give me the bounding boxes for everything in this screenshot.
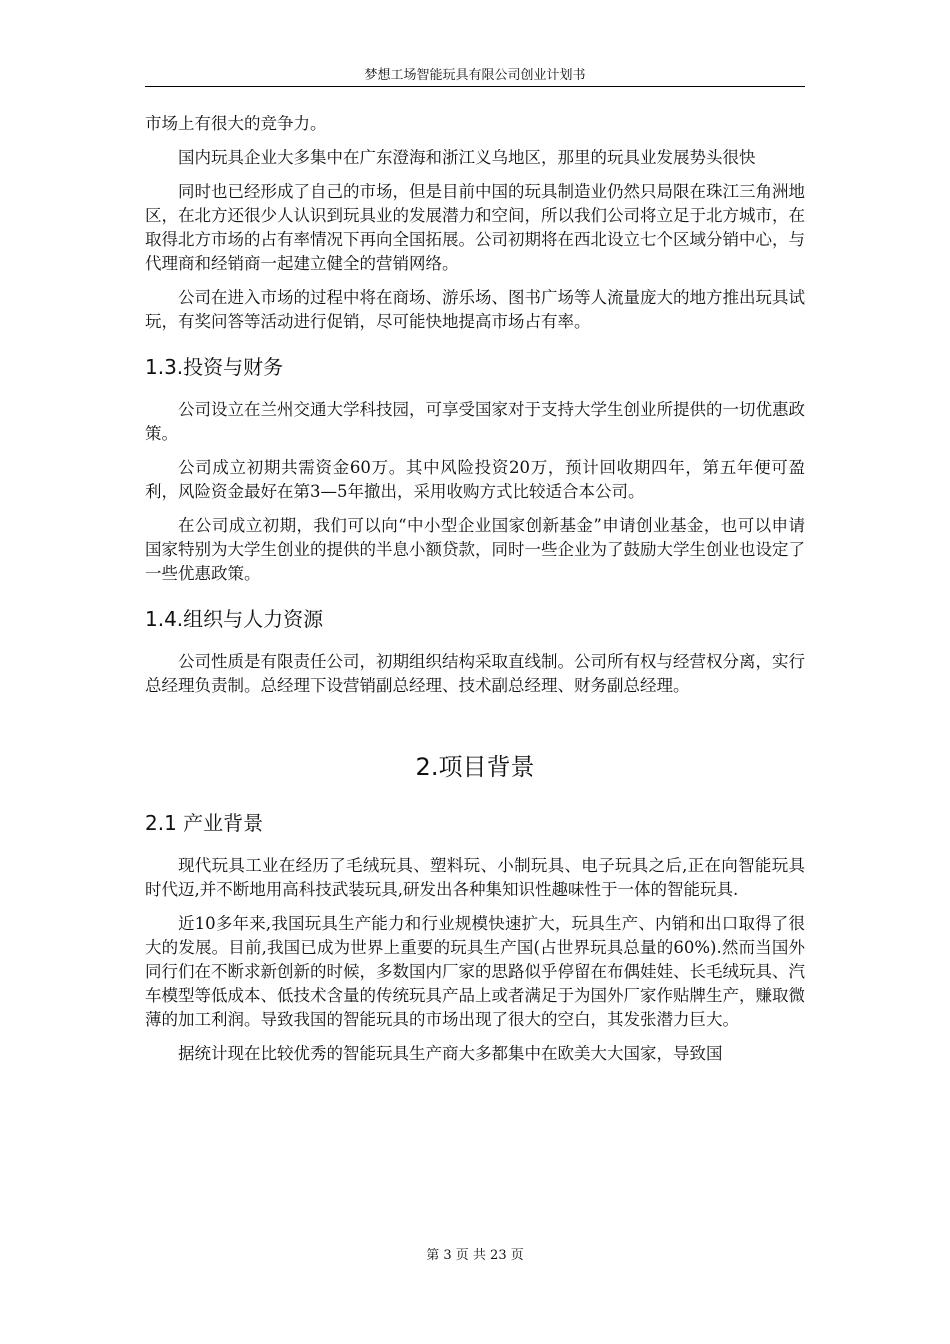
paragraph: 市场上有很大的竞争力。 [145,114,327,133]
paragraph: 公司成立初期共需资金60万。其中风险投资20万，预计回收期四年，第五年便可盈利，风险资金最好在第3—5年撤出，采用收购方式比较适合本公司。 [145,458,805,501]
page-header: 梦想工场智能玩具有限公司创业计划书 [364,68,586,83]
paragraph: 公司在进入市场的过程中将在商场、游乐场、图书广场等人流量庞大的地方推出玩具试玩，有奖问答等活动进行促销，尽可能快地提高市场占有率。 [145,288,805,331]
paragraph: 据统计现在比较优秀的智能玩具生产商大多都集中在欧美大大国家，导致国 [178,1044,723,1063]
paragraph: 同时也已经形成了自己的市场，但是目前中国的玩具制造业仍然只局限在珠江三角洲地区，在北方还很少人认识到玩具业的发展潜力和空间，所以我们公司将立足于北方城市，在取得北方市场的占有率情况下再向全国拓展。公司初期将在西北设立七个区域分销中心，与代理商和经销商一起建立健全的营销网络。 [145,182,805,273]
document-body [145,112,805,1066]
paragraph: 国内玩具企业大多集中在广东澄海和浙江义乌地区，那里的玩具业发展势头很快 [178,148,756,167]
header-divider [145,86,805,87]
paragraph: 近10多年来,我国玩具生产能力和行业规模快速扩大，玩具生产、内销和出口取得了很大的发展。目前,我国已成为世界上重要的玩具生产国(占世界玩具总量的60%).然而当国外同行们在不断求新创新的时候，多数国内厂家的思路似乎停留在布偶娃娃、长毛绒玩具、汽车模型等低成本、低技术含量的传统玩具产品上或者满足于为国外厂家作贴牌生产，赚取微薄的加工利润。导致我国的智能玩具的市场出现了很大的空白，其发张潜力巨大。 [145,914,805,1029]
paragraph: 公司性质是有限责任公司，初期组织结构采取直线制。公司所有权与经营权分离，实行总经理负责制。总经理下设营销副总经理、技术副总经理、财务副总经理。 [145,652,805,695]
chapter-heading-2: 2.项目背景 [415,753,535,781]
paragraph: 现代玩具工业在经历了毛绒玩具、塑料玩、小制玩具、电子玩具之后,正在向智能玩具时代迈,并不断地用高科技武装玩具,研发出各种集知识性趣味性于一体的智能玩具. [145,856,805,899]
section-heading-1-3: 1.3.投资与财务 [145,355,284,379]
section-heading-1-4: 1.4.组织与人力资源 [145,607,324,631]
section-heading-2-1: 2.1 产业背景 [145,811,264,835]
page-footer: 第 3 页 共 23 页 [426,1248,524,1263]
paragraph: 在公司成立初期，我们可以向“中小型企业国家创新基金”申请创业基金，也可以申请国家特别为大学生创业的提供的半息小额贷款，同时一些企业为了鼓励大学生创业也设定了一些优惠政策。 [145,516,805,583]
paragraph: 公司设立在兰州交通大学科技园，可享受国家对于支持大学生创业所提供的一切优惠政策。 [145,400,805,443]
